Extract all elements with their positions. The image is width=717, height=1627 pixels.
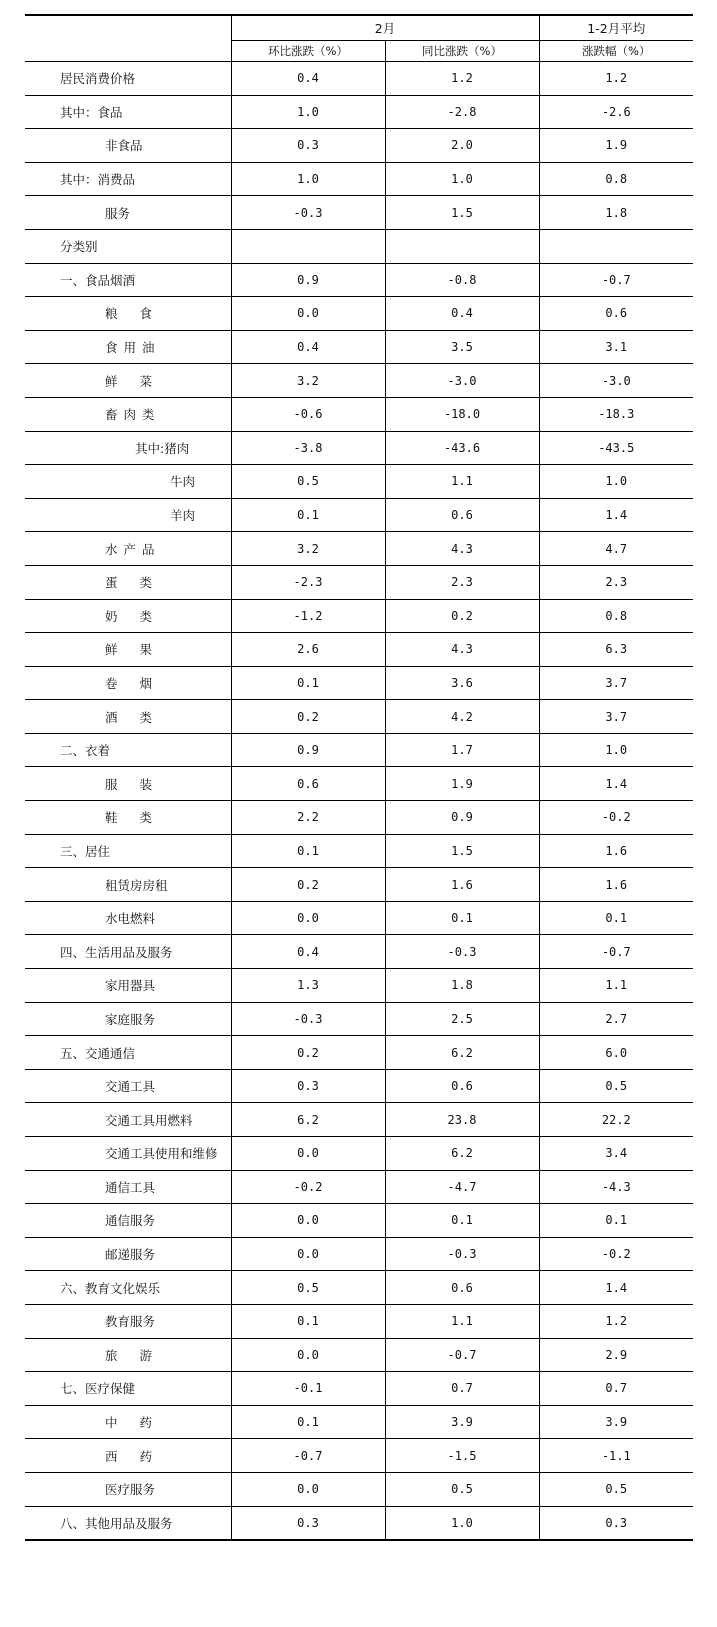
cell-yoy: 1.9 bbox=[385, 767, 539, 801]
cell-mom: 0.1 bbox=[231, 1405, 385, 1439]
cell-avg: 0.6 bbox=[539, 297, 693, 331]
cell-yoy: 1.8 bbox=[385, 969, 539, 1003]
cell-yoy: -18.0 bbox=[385, 397, 539, 431]
cell-mom: -0.1 bbox=[231, 1372, 385, 1406]
cell-yoy: 2.3 bbox=[385, 565, 539, 599]
table-row bbox=[25, 868, 693, 902]
cell-avg: 1.0 bbox=[539, 733, 693, 767]
cell-avg: 1.8 bbox=[539, 196, 693, 230]
cell-avg: 3.4 bbox=[539, 1137, 693, 1171]
cell-mom: -2.3 bbox=[231, 565, 385, 599]
table-row bbox=[25, 397, 693, 431]
table-row bbox=[25, 330, 693, 364]
cell-avg: -3.0 bbox=[539, 364, 693, 398]
row-label: 居民消费价格 bbox=[25, 62, 231, 96]
table-row bbox=[25, 801, 693, 835]
row-label: 粮食 bbox=[25, 297, 231, 331]
cell-mom: 0.1 bbox=[231, 1304, 385, 1338]
cell-yoy: 1.7 bbox=[385, 733, 539, 767]
cell-mom: 0.2 bbox=[231, 1036, 385, 1070]
cell-yoy: 3.5 bbox=[385, 330, 539, 364]
header-row-group bbox=[25, 15, 693, 41]
table-row bbox=[25, 1204, 693, 1238]
cell-avg: -43.5 bbox=[539, 431, 693, 465]
table-row bbox=[25, 767, 693, 801]
cell-avg bbox=[539, 229, 693, 263]
cell-mom: 0.3 bbox=[231, 1069, 385, 1103]
table-row bbox=[25, 229, 693, 263]
table-row bbox=[25, 431, 693, 465]
cell-mom: 0.0 bbox=[231, 1137, 385, 1171]
row-label: 通信工具 bbox=[25, 1170, 231, 1204]
row-label: 鲜果 bbox=[25, 633, 231, 667]
cell-mom: 0.3 bbox=[231, 1506, 385, 1540]
row-label: 交通工具 bbox=[25, 1069, 231, 1103]
cell-yoy: -0.3 bbox=[385, 935, 539, 969]
cell-avg: 3.1 bbox=[539, 330, 693, 364]
cell-yoy: -1.5 bbox=[385, 1439, 539, 1473]
header-corner-cell bbox=[25, 15, 231, 62]
row-label: 交通工具使用和维修 bbox=[25, 1137, 231, 1171]
table-body bbox=[25, 62, 693, 1541]
header-cumulative-group: 1-2月平均 bbox=[539, 15, 693, 41]
cell-mom: 1.0 bbox=[231, 162, 385, 196]
row-label: 六、教育文化娱乐 bbox=[25, 1271, 231, 1305]
cell-mom: 0.4 bbox=[231, 935, 385, 969]
cell-yoy bbox=[385, 229, 539, 263]
cell-avg: 2.7 bbox=[539, 1002, 693, 1036]
table-row bbox=[25, 599, 693, 633]
table-row bbox=[25, 532, 693, 566]
cell-yoy: 0.4 bbox=[385, 297, 539, 331]
row-label: 家庭服务 bbox=[25, 1002, 231, 1036]
table-row bbox=[25, 969, 693, 1003]
cell-avg: 3.7 bbox=[539, 700, 693, 734]
row-label: 交通工具用燃料 bbox=[25, 1103, 231, 1137]
row-label: 医疗服务 bbox=[25, 1472, 231, 1506]
row-label: 家用器具 bbox=[25, 969, 231, 1003]
table-row bbox=[25, 565, 693, 599]
table-row bbox=[25, 196, 693, 230]
cell-yoy: -0.3 bbox=[385, 1237, 539, 1271]
table-row bbox=[25, 1472, 693, 1506]
table-row bbox=[25, 1304, 693, 1338]
table-row bbox=[25, 1405, 693, 1439]
cell-yoy: 0.6 bbox=[385, 498, 539, 532]
cell-yoy: 4.3 bbox=[385, 532, 539, 566]
cell-mom: 0.1 bbox=[231, 498, 385, 532]
cell-avg: 4.7 bbox=[539, 532, 693, 566]
cell-avg: -0.7 bbox=[539, 263, 693, 297]
cell-yoy: 23.8 bbox=[385, 1103, 539, 1137]
cell-yoy: 3.6 bbox=[385, 666, 539, 700]
cell-yoy: 2.5 bbox=[385, 1002, 539, 1036]
cell-yoy: 0.1 bbox=[385, 901, 539, 935]
row-label: 食用油 bbox=[25, 330, 231, 364]
table-row bbox=[25, 1237, 693, 1271]
table-row bbox=[25, 1036, 693, 1070]
cell-yoy: 3.9 bbox=[385, 1405, 539, 1439]
cell-mom: -0.2 bbox=[231, 1170, 385, 1204]
cell-mom: 0.0 bbox=[231, 1204, 385, 1238]
table-header bbox=[25, 15, 693, 62]
cell-mom: -0.3 bbox=[231, 196, 385, 230]
row-label: 七、医疗保健 bbox=[25, 1372, 231, 1406]
cell-mom: 0.6 bbox=[231, 767, 385, 801]
cell-avg: 1.2 bbox=[539, 62, 693, 96]
table-row bbox=[25, 1439, 693, 1473]
cell-avg: 1.4 bbox=[539, 498, 693, 532]
cell-mom: 0.2 bbox=[231, 868, 385, 902]
row-label: 畜肉类 bbox=[25, 397, 231, 431]
cell-avg: -4.3 bbox=[539, 1170, 693, 1204]
row-label: 通信服务 bbox=[25, 1204, 231, 1238]
cell-avg: 1.6 bbox=[539, 868, 693, 902]
row-label: 教育服务 bbox=[25, 1304, 231, 1338]
cell-avg: 0.5 bbox=[539, 1069, 693, 1103]
cell-yoy: -4.7 bbox=[385, 1170, 539, 1204]
cell-yoy: 1.1 bbox=[385, 465, 539, 499]
cell-yoy: 1.0 bbox=[385, 162, 539, 196]
cell-yoy: 0.6 bbox=[385, 1271, 539, 1305]
row-label: 非食品 bbox=[25, 129, 231, 163]
cell-avg: 22.2 bbox=[539, 1103, 693, 1137]
row-label: 服装 bbox=[25, 767, 231, 801]
cell-mom: 0.9 bbox=[231, 733, 385, 767]
cell-mom: 0.2 bbox=[231, 700, 385, 734]
row-label: 其中:猪肉 bbox=[25, 431, 231, 465]
table-row bbox=[25, 935, 693, 969]
cell-yoy: 2.0 bbox=[385, 129, 539, 163]
cell-mom: 0.0 bbox=[231, 1472, 385, 1506]
table-row bbox=[25, 1137, 693, 1171]
cell-avg: 1.0 bbox=[539, 465, 693, 499]
table-row bbox=[25, 834, 693, 868]
cell-yoy: 0.9 bbox=[385, 801, 539, 835]
row-label: 分类别 bbox=[25, 229, 231, 263]
cell-yoy: -0.7 bbox=[385, 1338, 539, 1372]
row-label: 一、食品烟酒 bbox=[25, 263, 231, 297]
header-yoy: 同比涨跌（%） bbox=[385, 41, 539, 62]
cell-mom: -0.3 bbox=[231, 1002, 385, 1036]
row-label: 其中：食品 bbox=[25, 95, 231, 129]
cell-avg: 1.1 bbox=[539, 969, 693, 1003]
row-label: 邮递服务 bbox=[25, 1237, 231, 1271]
header-avg: 涨跌幅（%） bbox=[539, 41, 693, 62]
table-row bbox=[25, 263, 693, 297]
cell-mom: 2.2 bbox=[231, 801, 385, 835]
table-row bbox=[25, 1069, 693, 1103]
table-row bbox=[25, 62, 693, 96]
cell-mom: 0.0 bbox=[231, 1338, 385, 1372]
cell-yoy: 1.1 bbox=[385, 1304, 539, 1338]
cell-avg: 3.9 bbox=[539, 1405, 693, 1439]
cell-yoy: 1.2 bbox=[385, 62, 539, 96]
table-row bbox=[25, 733, 693, 767]
cell-mom: 3.2 bbox=[231, 364, 385, 398]
row-label: 水产品 bbox=[25, 532, 231, 566]
cell-mom: 3.2 bbox=[231, 532, 385, 566]
cell-avg: -2.6 bbox=[539, 95, 693, 129]
cell-avg: 0.1 bbox=[539, 1204, 693, 1238]
cell-mom: 0.4 bbox=[231, 330, 385, 364]
row-label: 牛肉 bbox=[25, 465, 231, 499]
cell-yoy: -43.6 bbox=[385, 431, 539, 465]
cell-mom: 2.6 bbox=[231, 633, 385, 667]
cell-mom: -3.8 bbox=[231, 431, 385, 465]
cell-mom: -0.7 bbox=[231, 1439, 385, 1473]
cell-avg: 2.9 bbox=[539, 1338, 693, 1372]
row-label: 二、衣着 bbox=[25, 733, 231, 767]
row-label: 蛋类 bbox=[25, 565, 231, 599]
cell-mom: 1.3 bbox=[231, 969, 385, 1003]
row-label: 水电燃料 bbox=[25, 901, 231, 935]
row-label: 旅游 bbox=[25, 1338, 231, 1372]
cell-mom: 0.3 bbox=[231, 129, 385, 163]
row-label: 鞋类 bbox=[25, 801, 231, 835]
cell-mom: 0.1 bbox=[231, 834, 385, 868]
cell-avg: 6.3 bbox=[539, 633, 693, 667]
cell-mom: 0.9 bbox=[231, 263, 385, 297]
table-row bbox=[25, 364, 693, 398]
cell-avg: 0.7 bbox=[539, 1372, 693, 1406]
cell-avg: -0.7 bbox=[539, 935, 693, 969]
row-label: 四、生活用品及服务 bbox=[25, 935, 231, 969]
cell-avg: 6.0 bbox=[539, 1036, 693, 1070]
cell-mom: 1.0 bbox=[231, 95, 385, 129]
table-row bbox=[25, 1338, 693, 1372]
cell-avg: 0.8 bbox=[539, 599, 693, 633]
cell-avg: 0.1 bbox=[539, 901, 693, 935]
table-row bbox=[25, 633, 693, 667]
row-label: 羊肉 bbox=[25, 498, 231, 532]
cell-mom: -0.6 bbox=[231, 397, 385, 431]
table-row bbox=[25, 700, 693, 734]
cell-mom: -1.2 bbox=[231, 599, 385, 633]
cell-avg: 3.7 bbox=[539, 666, 693, 700]
table-row bbox=[25, 666, 693, 700]
cell-yoy: 0.2 bbox=[385, 599, 539, 633]
cell-avg: 2.3 bbox=[539, 565, 693, 599]
cell-yoy: 0.1 bbox=[385, 1204, 539, 1238]
row-label: 租赁房房租 bbox=[25, 868, 231, 902]
row-label: 五、交通通信 bbox=[25, 1036, 231, 1070]
cell-yoy: -0.8 bbox=[385, 263, 539, 297]
cell-avg: -18.3 bbox=[539, 397, 693, 431]
header-mom: 环比涨跌（%） bbox=[231, 41, 385, 62]
cell-avg: 1.2 bbox=[539, 1304, 693, 1338]
cell-yoy: 0.6 bbox=[385, 1069, 539, 1103]
row-label: 卷烟 bbox=[25, 666, 231, 700]
cell-avg: -1.1 bbox=[539, 1439, 693, 1473]
cell-yoy: 6.2 bbox=[385, 1137, 539, 1171]
table-row bbox=[25, 129, 693, 163]
cell-mom: 0.0 bbox=[231, 297, 385, 331]
cell-avg: -0.2 bbox=[539, 801, 693, 835]
row-label: 奶类 bbox=[25, 599, 231, 633]
cell-mom: 0.1 bbox=[231, 666, 385, 700]
table-row bbox=[25, 498, 693, 532]
cell-mom: 6.2 bbox=[231, 1103, 385, 1137]
cell-mom: 0.0 bbox=[231, 1237, 385, 1271]
table-row bbox=[25, 1372, 693, 1406]
row-label: 八、其他用品及服务 bbox=[25, 1506, 231, 1540]
cell-yoy: 0.7 bbox=[385, 1372, 539, 1406]
cell-mom: 0.5 bbox=[231, 465, 385, 499]
cell-yoy: 1.5 bbox=[385, 196, 539, 230]
cell-avg: 1.4 bbox=[539, 767, 693, 801]
cell-avg: 1.4 bbox=[539, 1271, 693, 1305]
cell-avg: 1.9 bbox=[539, 129, 693, 163]
table-row bbox=[25, 465, 693, 499]
row-label: 鲜菜 bbox=[25, 364, 231, 398]
table-row bbox=[25, 297, 693, 331]
cpi-table bbox=[25, 14, 693, 1541]
cell-mom: 0.4 bbox=[231, 62, 385, 96]
table-row bbox=[25, 1170, 693, 1204]
cell-yoy: 1.6 bbox=[385, 868, 539, 902]
cell-mom bbox=[231, 229, 385, 263]
row-label: 服务 bbox=[25, 196, 231, 230]
table-row bbox=[25, 162, 693, 196]
table-row bbox=[25, 1506, 693, 1540]
cell-yoy: 1.5 bbox=[385, 834, 539, 868]
cell-yoy: 4.2 bbox=[385, 700, 539, 734]
table-row bbox=[25, 95, 693, 129]
header-month-group: 2月 bbox=[231, 15, 539, 41]
row-label: 西药 bbox=[25, 1439, 231, 1473]
table-row bbox=[25, 901, 693, 935]
cell-yoy: 0.5 bbox=[385, 1472, 539, 1506]
cell-yoy: -2.8 bbox=[385, 95, 539, 129]
table-row bbox=[25, 1103, 693, 1137]
cell-yoy: -3.0 bbox=[385, 364, 539, 398]
row-label: 中药 bbox=[25, 1405, 231, 1439]
cell-yoy: 6.2 bbox=[385, 1036, 539, 1070]
cell-avg: -0.2 bbox=[539, 1237, 693, 1271]
table-row bbox=[25, 1271, 693, 1305]
cell-avg: 0.3 bbox=[539, 1506, 693, 1540]
row-label: 其中：消费品 bbox=[25, 162, 231, 196]
cell-avg: 1.6 bbox=[539, 834, 693, 868]
cell-yoy: 4.3 bbox=[385, 633, 539, 667]
table-row bbox=[25, 1002, 693, 1036]
cell-yoy: 1.0 bbox=[385, 1506, 539, 1540]
cell-avg: 0.8 bbox=[539, 162, 693, 196]
row-label: 三、居住 bbox=[25, 834, 231, 868]
cell-mom: 0.0 bbox=[231, 901, 385, 935]
cell-avg: 0.5 bbox=[539, 1472, 693, 1506]
cell-mom: 0.5 bbox=[231, 1271, 385, 1305]
row-label: 酒类 bbox=[25, 700, 231, 734]
